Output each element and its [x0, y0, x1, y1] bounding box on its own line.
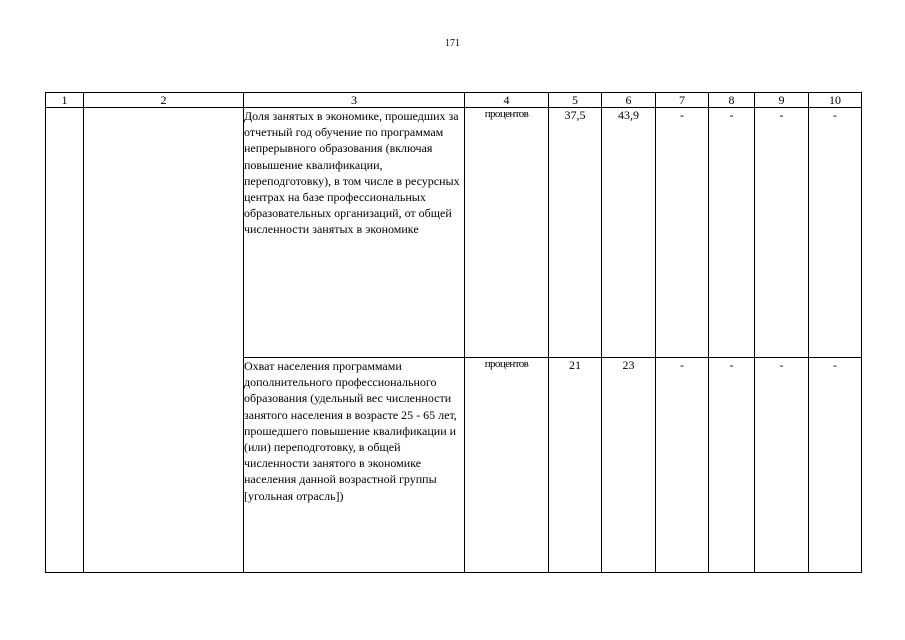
header-col-1: 1: [46, 93, 84, 108]
value-col-6: 23: [602, 358, 656, 573]
value-col-8: -: [709, 358, 755, 573]
header-col-2: 2: [84, 93, 244, 108]
value-col-10: -: [809, 358, 862, 573]
value-col-9: -: [755, 108, 809, 358]
indicator-name-cell: Доля занятых в экономике, прошедших за отчетный год обучение по программам непрерывного образования (включая повышение квалификации, переподготовку), в том числе в ресурсных центрах на базе профессиональных образовательных организаций, от общей численности занятых в экономике: [244, 108, 465, 358]
value-col-7: -: [656, 358, 709, 573]
unit-cell: процентов: [465, 108, 549, 358]
page-number: 171: [445, 38, 460, 49]
value-col-9: -: [755, 358, 809, 573]
header-col-6: 6: [602, 93, 656, 108]
value-col-5: 37,5: [549, 108, 602, 358]
header-col-4: 4: [465, 93, 549, 108]
table-row: [46, 108, 862, 358]
unit-cell: процентов: [465, 358, 549, 573]
header-col-3: 3: [244, 93, 465, 108]
header-row: [46, 93, 862, 108]
value-col-7: -: [656, 108, 709, 358]
cell-col-2-empty: [84, 108, 244, 573]
value-col-5: 21: [549, 358, 602, 573]
header-col-7: 7: [656, 93, 709, 108]
cell-col-1-empty: [46, 108, 84, 573]
indicator-name-cell: Охват населения программами дополнительного профессионального образования (удельный вес численности занятого населения в возрасте 25 - 65 лет, прошедшего повышение квалификации и (или) переподготовку, в общей численности занятого в экономике населения данной возрастной группы [угольная отрасль]): [244, 358, 465, 573]
value-col-8: -: [709, 108, 755, 358]
header-col-5: 5: [549, 93, 602, 108]
value-col-10: -: [809, 108, 862, 358]
value-col-6: 43,9: [602, 108, 656, 358]
header-col-8: 8: [709, 93, 755, 108]
header-col-9: 9: [755, 93, 809, 108]
header-col-10: 10: [809, 93, 862, 108]
indicator-table: [45, 92, 862, 573]
